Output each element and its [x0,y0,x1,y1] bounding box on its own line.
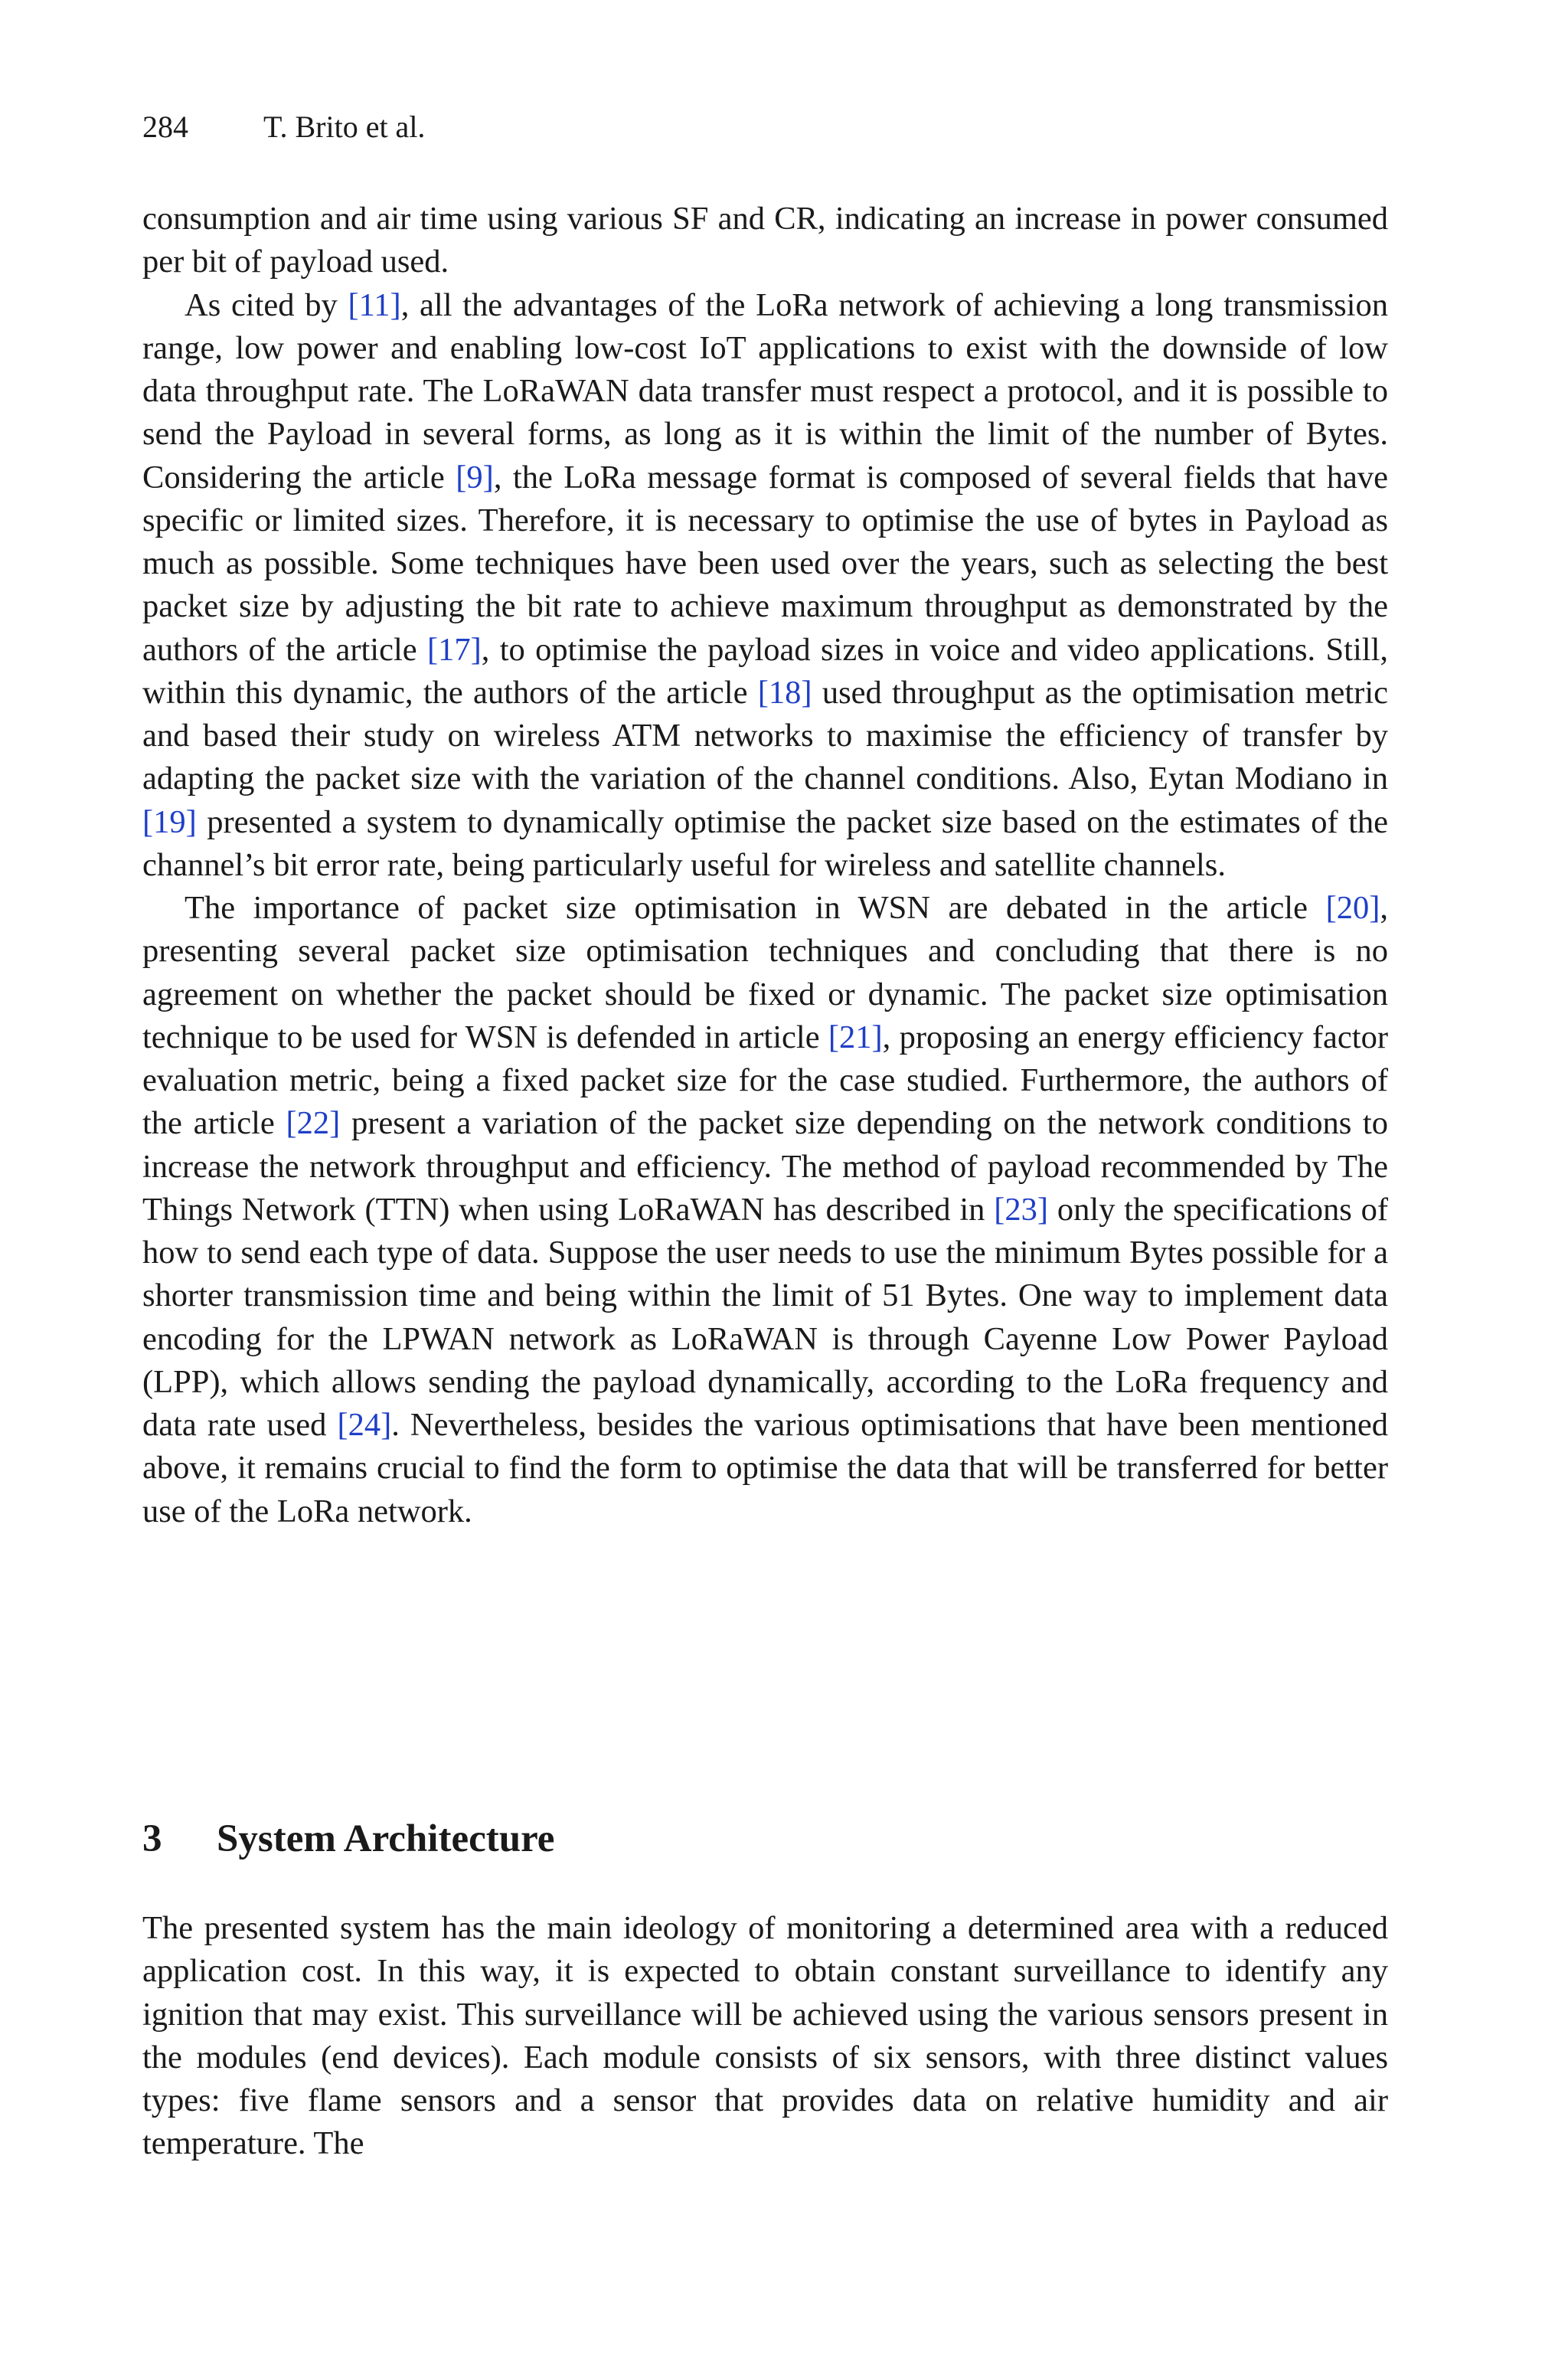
citation-link[interactable]: [21] [828,1019,883,1055]
paragraph: The presented system has the main ideology of monitoring a determined area with a reduced application cost. In this way, it is expected to obtain constant surveillance to identify any ignition that may exist. This surveillance will be achieved using the various sensors present in the modules (end devices). Each module consists of six sensors, with three distinct values types: five flame sensors and a sensor that provides data on relative humidity and air temperature. The [142,1910,1388,2162]
citation-link[interactable]: [24] [337,1407,392,1443]
citation-link[interactable]: [23] [994,1191,1049,1228]
paragraph-text: only the specifications of how to send each type of data. Suppose the user needs to use the minimum Bytes possible for a shorter transmission time and being within the limit of 51 Bytes. One way to implement data encoding for the LPWAN network as LoRaWAN is through Cayenne Low Power Payload (LPP), which allows sending the payload dynamically, according to the LoRa frequency and data rate used [142,1191,1388,1443]
paragraph-text: As cited by [185,286,348,323]
running-head-authors: T. Brito et al. [263,110,426,144]
paragraph [142,284,1388,888]
paragraph-text: , the LoRa message format is composed of several fields that have specific or limited sizes. Therefore, it is necessary to optimise the use of bytes in Payload as much as possible. Some techniques have been used over the years, such as selecting the best packet size by adjusting the bit rate to achieve maximum throughput as demonstrated by the authors of the article [142,459,1388,668]
citation-link[interactable]: [19] [142,803,197,840]
system-architecture-body [142,1907,1388,2166]
paragraph-text: The importance of packet size optimisation in WSN are debated in the article [185,890,1326,926]
section-heading [142,1812,554,1866]
page-number: 284 [142,110,188,144]
citation-link[interactable]: [11] [348,286,401,323]
citation-link[interactable]: [20] [1325,890,1380,926]
section-title: System Architecture [217,1817,555,1860]
paragraph-text: , to optimise the payload sizes in voice and video applications. Still, within this dynamic, the authors of the article [142,631,1388,711]
paragraph-text: used throughput as the optimisation metric and based their study on wireless ATM networks to maximise the efficiency of transfer by adapting the packet size with the variation of the channel conditions. Also, Eytan Modiano in [142,674,1388,797]
related-work-body [142,198,1388,1533]
paragraph [142,887,1388,1533]
running-head [142,106,425,149]
citation-link[interactable]: [17] [426,631,482,668]
paragraph-text: , all the advantages of the LoRa network of achieving a long transmission range, low power and enabling low-cost IoT applications to exist with the downside of low data throughput rate. The LoRaWAN data transfer must respect a protocol, and it is possible to send the Payload in several forms, as long as it is within the limit of the number of Bytes. Considering the article [142,286,1388,496]
paragraph-text: , presenting several packet size optimisation techniques and concluding that there is no agreement on whether the packet should be fixed or dynamic. The packet size optimisation technique to be used for WSN is defended in article [142,890,1388,1055]
section-number: 3 [142,1817,162,1860]
paragraph-text: present a variation of the packet size depending on the network conditions to increase the network throughput and efficiency. The method of payload recommended by The Things Network (TTN) when using LoRaWAN has described in [142,1105,1388,1228]
paragraph: consumption and air time using various SF and CR, indicating an increase in power consumed per bit of payload used. [142,201,1388,280]
paragraph-text: . Nevertheless, besides the various optimisations that have been mentioned above, it remains crucial to find the form to optimise the data that will be transferred for better use of the LoRa network. [142,1407,1388,1529]
paragraph-text: presented a system to dynamically optimise the packet size based on the estimates of the channel’s bit error rate, being particularly useful for wireless and satellite channels. [142,803,1388,883]
citation-link[interactable]: [22] [286,1105,341,1142]
citation-link[interactable]: [9] [456,459,494,496]
paragraph-text: , proposing an energy efficiency factor evaluation metric, being a fixed packet size for the case studied. Furthermore, the authors of the article [142,1019,1388,1142]
citation-link[interactable]: [18] [757,674,812,711]
